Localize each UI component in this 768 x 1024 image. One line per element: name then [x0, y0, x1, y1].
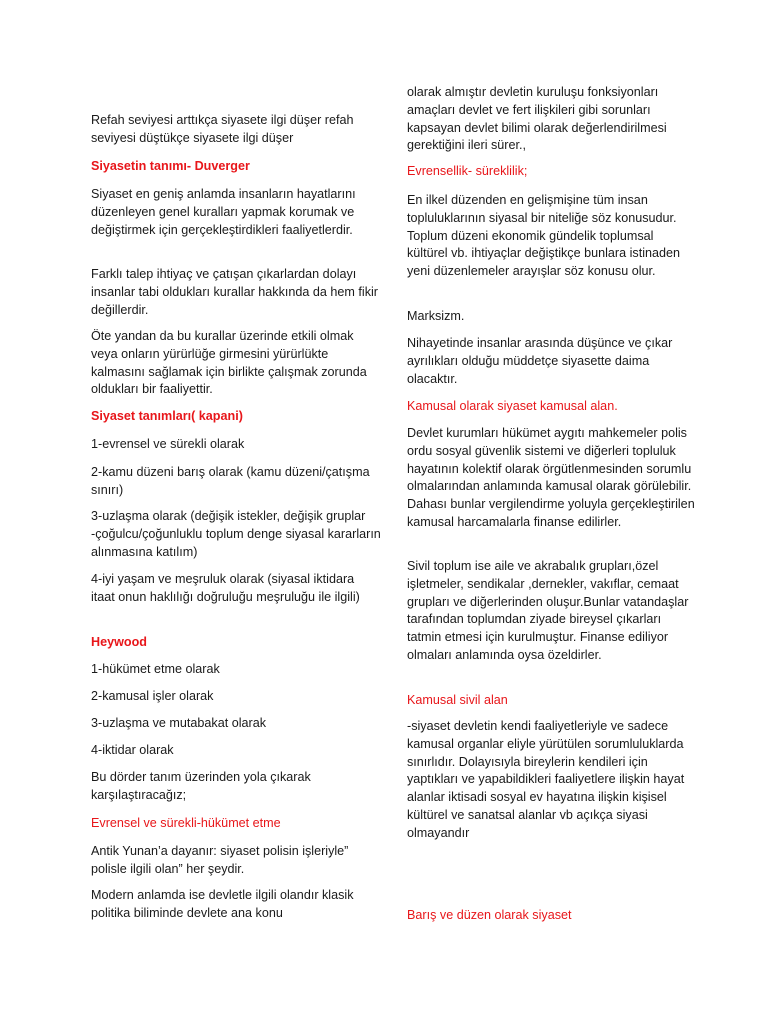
- paragraph: Nihayetinde insanlar arasında düşünce ve çıkar ayrılıkları olduğu müddetçe siyasette daima olacaktır.: [407, 336, 673, 386]
- paragraph: Refah seviyesi arttıkça siyasete ilgi düşer refah seviyesi düştükçe siyasete ilgi düşer: [91, 113, 354, 145]
- paragraph: Öte yandan da bu kurallar üzerinde etkili olmak veya onların yürürlüğe girmesini yürürlükte kalmasını sağlamak için birlikte çalışmak zorunda oldukları bir faaliyettir.: [91, 329, 367, 397]
- section-heading: Kamusal olarak siyaset kamusal alan.: [407, 399, 618, 413]
- section-heading: Evrensellik- süreklilik;: [407, 164, 528, 178]
- paragraph: olarak almıştır devletin kuruluşu fonksiyonları amaçları devlet ve fert ilişkileri gibi sorunları kapsayan devlet bilimi olarak değerlendirilmesi gerektiğini ileri sürer.,: [407, 85, 667, 153]
- section-heading: Barış ve düzen olarak siyaset: [407, 908, 572, 922]
- list-item: 2-kamu düzeni barış olarak (kamu düzeni/çatışma sınırı): [91, 465, 370, 497]
- paragraph: Devlet kurumları hükümet aygıtı mahkemeler polis ordu sosyal güvenlik sistemi ve diğerleri topluluk hayatının kolektif olarak örgütlenmesinden sorumlu olmalarından anlamında kamusal olarak görülebilir. Dahası bunlar vergilendirme yoluyla gerçekleştirilen kamusal harcamalarla finanse edilirler.: [407, 426, 695, 529]
- list-item: 4-iyi yaşam ve meşruluk olarak (siyasal iktidara itaat onun haklılığı doğruluğu meşruluğu ile ilgili): [91, 572, 360, 604]
- paragraph: Marksizm.: [407, 309, 465, 323]
- paragraph: Modern anlamda ise devletle ilgili olandır klasik politika biliminde devlete ana konu: [91, 888, 354, 920]
- section-heading: Heywood: [91, 635, 147, 649]
- paragraph: Antik Yunan’a dayanır: siyaset polisin işleriyle” polisle ilgili olan” her şeydir.: [91, 844, 349, 876]
- list-item: 1-hükümet etme olarak: [91, 662, 220, 676]
- paragraph: Siyaset en geniş anlamda insanların hayatlarını düzenleyen genel kuralları yapmak korumak ve değiştirmek için gerçekleştirdikleri faaliyetlerdir.: [91, 187, 356, 237]
- paragraph: Bu dörder tanım üzerinden yola çıkarak karşılaştıracağız;: [91, 770, 311, 802]
- paragraph: En ilkel düzenden en gelişmişine tüm insan topluluklarının siyasal bir niteliğe söz konusudur. Toplum düzeni ekonomik gündelik toplumsal kültürel vb. ihtiyaçlar değiştikçe bunlara istinaden yeni düzenlemeler arayışlar söz konusu olur.: [407, 193, 681, 279]
- list-item: 3-uzlaşma ve mutabakat olarak: [91, 716, 266, 730]
- section-heading: Evrensel ve sürekli-hükümet etme: [91, 816, 281, 830]
- section-heading: Kamusal sivil alan: [407, 693, 508, 707]
- section-heading: Siyaset tanımları( kapani): [91, 409, 243, 423]
- section-heading: Siyasetin tanımı- Duverger: [91, 159, 250, 173]
- paragraph: Sivil toplum ise aile ve akrabalık grupları,özel işletmeler, sendikalar ,dernekler, vakıflar, cemaat grupları ve diğerlerinden oluşur.Bunlar vatandaşlar tarafından toplumdan ziyade bireysel çıkarları tatmin etmesi için kurulmuştur. Finanse ediliyor olmaları anlamında oysa özeldirler.: [407, 559, 689, 662]
- list-item: 1-evrensel ve sürekli olarak: [91, 437, 245, 451]
- list-item: 2-kamusal işler olarak: [91, 689, 214, 703]
- list-item: 3-uzlaşma olarak (değişik istekler, değişik gruplar -çoğulcu/çoğunluklu toplum denge siyasal kararların alınmasına katılım): [91, 509, 381, 559]
- paragraph: -siyaset devletin kendi faaliyetleriyle ve sadece kamusal organlar eliyle yürütülen sorumluluklarda sınırlıdır. Dolayısıyla bireylerin kendileri için yaptıkları ve yapabildikleri faaliyetlere ilişkin hayat alanlar iktisadi sosyal ev hayatına ilişkin kişisel kültürel ve sanatsal alanlar vb açıkça siyasi olmayandır: [407, 719, 685, 840]
- paragraph: Farklı talep ihtiyaç ve çatışan çıkarlardan dolayı insanlar tabi oldukları kurallar hakkında da hem fikir değillerdir.: [91, 267, 378, 317]
- list-item: 4-iktidar olarak: [91, 743, 174, 757]
